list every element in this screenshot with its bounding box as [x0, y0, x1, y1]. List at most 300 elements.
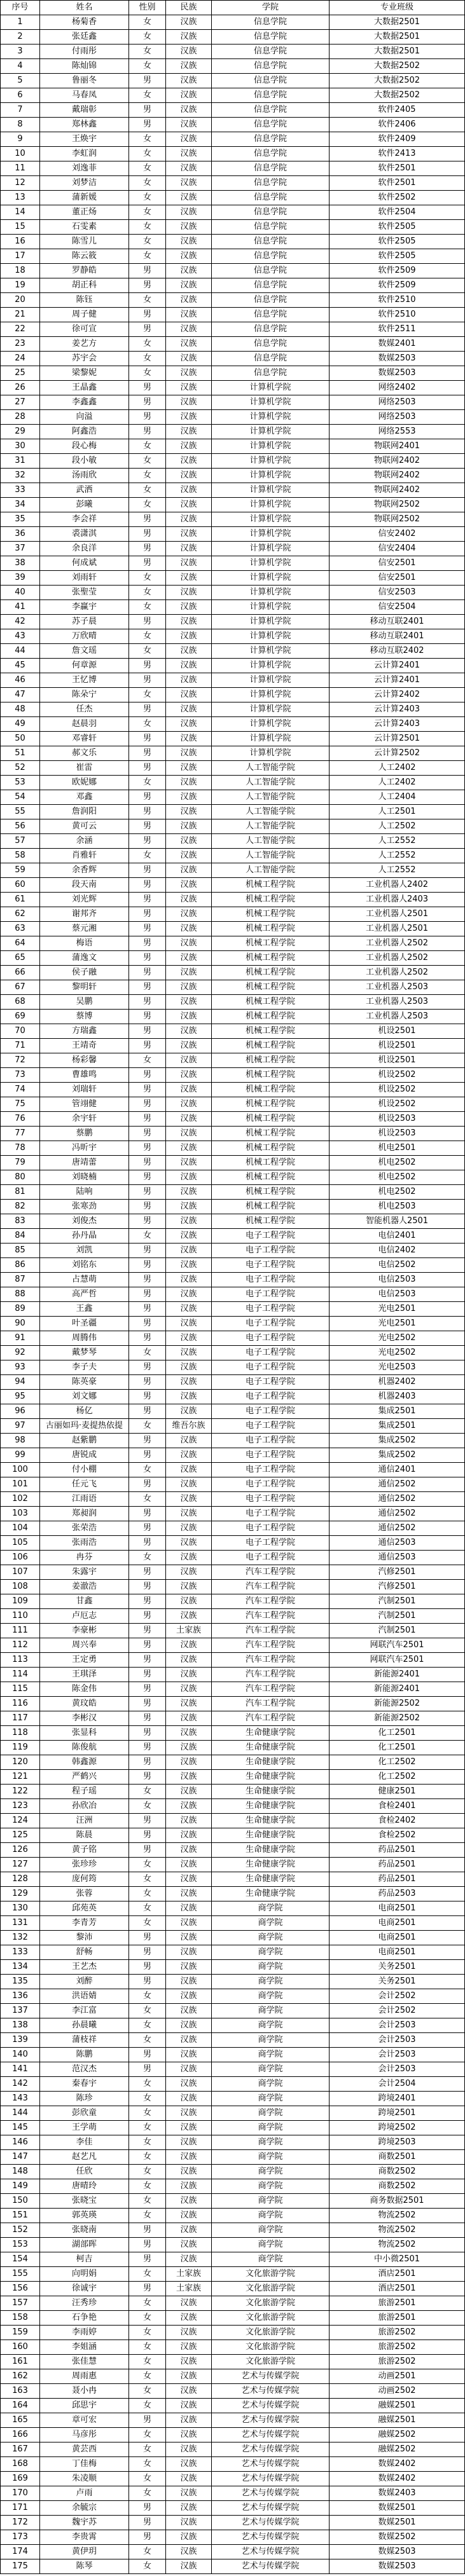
cell-serial: 29: [1, 425, 40, 439]
cell-ethnicity: 汉族: [166, 352, 212, 366]
cell-name: 汤雨欣: [40, 469, 129, 483]
cell-gender: 男: [129, 790, 166, 805]
cell-name: 陈金伟: [40, 1682, 129, 1697]
cell-name: 蔡博: [40, 1010, 129, 1024]
table-row: [1, 805, 465, 819]
cell-college: 电子工程学院: [212, 1317, 330, 1331]
cell-serial: 59: [1, 863, 40, 878]
cell-serial: 161: [1, 2355, 40, 2369]
cell-gender: 女: [129, 776, 166, 790]
cell-name: 张寒劲: [40, 1200, 129, 1214]
cell-class: 物流2502: [330, 2209, 465, 2223]
cell-ethnicity: 汉族: [166, 439, 212, 454]
cell-class: 工业机器人2502: [330, 951, 465, 966]
cell-class: 通信2401: [330, 1463, 465, 1477]
cell-serial: 142: [1, 2077, 40, 2092]
header-gender: 性别: [129, 1, 166, 15]
cell-ethnicity: 汉族: [166, 1858, 212, 1872]
cell-serial: 131: [1, 1916, 40, 1931]
cell-ethnicity: 汉族: [166, 1404, 212, 1419]
cell-class: 软件2505: [330, 235, 465, 249]
cell-name: 梁黎妮: [40, 366, 129, 381]
cell-ethnicity: 汉族: [166, 936, 212, 951]
cell-ethnicity: 汉族: [166, 2092, 212, 2106]
cell-serial: 68: [1, 995, 40, 1010]
cell-serial: 2: [1, 30, 40, 45]
cell-ethnicity: 汉族: [166, 542, 212, 556]
cell-ethnicity: 汉族: [166, 132, 212, 147]
table-row: [1, 790, 465, 805]
cell-serial: 32: [1, 469, 40, 483]
cell-college: 电子工程学院: [212, 1229, 330, 1243]
cell-ethnicity: 汉族: [166, 2399, 212, 2413]
cell-serial: 52: [1, 761, 40, 776]
cell-name: 刘俊杰: [40, 1214, 129, 1229]
cell-gender: 男: [129, 1039, 166, 1053]
cell-serial: 144: [1, 2106, 40, 2121]
cell-serial: 151: [1, 2209, 40, 2223]
cell-gender: 男: [129, 834, 166, 849]
cell-name: 李佳: [40, 2135, 129, 2150]
table-row: [1, 278, 465, 293]
cell-serial: 104: [1, 1521, 40, 1536]
table-row: [1, 1770, 465, 1785]
cell-gender: 女: [129, 2018, 166, 2033]
table-row: [1, 2530, 465, 2545]
cell-ethnicity: 汉族: [166, 220, 212, 235]
cell-ethnicity: 汉族: [166, 776, 212, 790]
cell-class: 会计2503: [330, 2033, 465, 2048]
cell-name: 任元飞: [40, 1477, 129, 1492]
cell-college: 机械工程学院: [212, 1039, 330, 1053]
cell-class: 信安2402: [330, 527, 465, 542]
table-row: [1, 1872, 465, 1887]
cell-class: 机设2501: [330, 1039, 465, 1053]
cell-gender: 女: [129, 2311, 166, 2326]
table-row: [1, 235, 465, 249]
cell-class: 商数2501: [330, 2150, 465, 2165]
cell-name: 余涵: [40, 834, 129, 849]
cell-gender: 男: [129, 1507, 166, 1521]
cell-gender: 男: [129, 1521, 166, 1536]
cell-ethnicity: 汉族: [166, 512, 212, 527]
cell-college: 商学院: [212, 1975, 330, 1989]
cell-name: 李赢宇: [40, 600, 129, 615]
cell-name: 詹文瑶: [40, 644, 129, 659]
cell-name: 鲁丽冬: [40, 74, 129, 88]
cell-college: 计算机学院: [212, 644, 330, 659]
cell-serial: 12: [1, 176, 40, 191]
cell-college: 文化旅游学院: [212, 2267, 330, 2282]
cell-gender: 女: [129, 2194, 166, 2209]
cell-class: 软件2509: [330, 278, 465, 293]
cell-gender: 男: [129, 805, 166, 819]
cell-college: 机械工程学院: [212, 878, 330, 893]
cell-college: 生命健康学院: [212, 1799, 330, 1814]
cell-name: 唐锐成: [40, 1448, 129, 1463]
cell-class: 跨境2501: [330, 2106, 465, 2121]
table-row: [1, 586, 465, 600]
cell-college: 电子工程学院: [212, 1434, 330, 1448]
cell-ethnicity: 汉族: [166, 2238, 212, 2252]
cell-serial: 163: [1, 2384, 40, 2399]
cell-serial: 174: [1, 2545, 40, 2559]
table-row: [1, 2326, 465, 2340]
cell-gender: 女: [129, 2267, 166, 2282]
cell-college: 汽车工程学院: [212, 1624, 330, 1638]
cell-ethnicity: 汉族: [166, 746, 212, 761]
cell-serial: 110: [1, 1609, 40, 1624]
cell-ethnicity: 汉族: [166, 2530, 212, 2545]
cell-ethnicity: 汉族: [166, 2311, 212, 2326]
cell-class: 酒店2501: [330, 2267, 465, 2282]
cell-ethnicity: 汉族: [166, 1989, 212, 2004]
cell-college: 计算机学院: [212, 527, 330, 542]
cell-ethnicity: 汉族: [166, 1141, 212, 1156]
cell-college: 机械工程学院: [212, 1200, 330, 1214]
cell-serial: 45: [1, 659, 40, 673]
table-row: [1, 1258, 465, 1273]
table-row: [1, 1492, 465, 1507]
cell-class: 移动互联2401: [330, 629, 465, 644]
cell-ethnicity: 汉族: [166, 30, 212, 45]
cell-serial: 41: [1, 600, 40, 615]
cell-class: 软件2406: [330, 118, 465, 132]
table-row: [1, 673, 465, 688]
cell-name: 梅语: [40, 936, 129, 951]
table-row: [1, 2355, 465, 2369]
cell-name: 苏宇会: [40, 352, 129, 366]
cell-class: 机电2503: [330, 1200, 465, 1214]
header-class: 专业班级: [330, 1, 465, 15]
cell-name: 张廷鑫: [40, 30, 129, 45]
cell-name: 刘梦洁: [40, 176, 129, 191]
cell-ethnicity: 汉族: [166, 366, 212, 381]
cell-ethnicity: 汉族: [166, 88, 212, 103]
cell-gender: 女: [129, 366, 166, 381]
table-row: [1, 1404, 465, 1419]
cell-ethnicity: 汉族: [166, 761, 212, 776]
cell-name: 刘凯: [40, 1243, 129, 1258]
cell-name: 蔡元湘: [40, 922, 129, 936]
table-row: [1, 469, 465, 483]
cell-gender: 男: [129, 746, 166, 761]
cell-ethnicity: 汉族: [166, 410, 212, 425]
cell-gender: 男: [129, 1127, 166, 1141]
cell-ethnicity: 汉族: [166, 1945, 212, 1960]
cell-gender: 男: [129, 2282, 166, 2296]
cell-serial: 57: [1, 834, 40, 849]
cell-serial: 82: [1, 1200, 40, 1214]
cell-ethnicity: 汉族: [166, 1975, 212, 1989]
cell-college: 电子工程学院: [212, 1551, 330, 1565]
table-row: [1, 2165, 465, 2179]
cell-class: 软件2502: [330, 191, 465, 205]
cell-serial: 64: [1, 936, 40, 951]
cell-class: 工业机器人2502: [330, 966, 465, 980]
cell-gender: 男: [129, 761, 166, 776]
cell-name: 占慧萌: [40, 1273, 129, 1287]
cell-ethnicity: 汉族: [166, 1931, 212, 1945]
cell-college: 商学院: [212, 1945, 330, 1960]
cell-class: 光电2501: [330, 1317, 465, 1331]
cell-college: 电子工程学院: [212, 1287, 330, 1302]
cell-gender: 男: [129, 1068, 166, 1083]
cell-college: 商学院: [212, 2033, 330, 2048]
cell-ethnicity: 汉族: [166, 2252, 212, 2267]
cell-name: 李姐涵: [40, 2340, 129, 2355]
cell-gender: 女: [129, 717, 166, 732]
cell-name: 崔雷: [40, 761, 129, 776]
cell-college: 商学院: [212, 1901, 330, 1916]
cell-college: 计算机学院: [212, 615, 330, 629]
table-row: [1, 2296, 465, 2311]
table-row: [1, 2486, 465, 2501]
cell-name: 陈朵宁: [40, 688, 129, 702]
cell-name: 向溢: [40, 410, 129, 425]
table-row: [1, 878, 465, 893]
cell-name: 徐可宣: [40, 322, 129, 337]
cell-name: 孙晨曦: [40, 2018, 129, 2033]
cell-gender: 男: [129, 2252, 166, 2267]
table-row: [1, 615, 465, 629]
cell-college: 机械工程学院: [212, 907, 330, 922]
cell-ethnicity: 汉族: [166, 1916, 212, 1931]
cell-college: 汽车工程学院: [212, 1609, 330, 1624]
cell-college: 艺术与传媒学院: [212, 2501, 330, 2516]
cell-name: 黎沛: [40, 1931, 129, 1945]
cell-college: 汽车工程学院: [212, 1711, 330, 1726]
table-row: [1, 1390, 465, 1404]
table-row: [1, 2545, 465, 2559]
cell-serial: 160: [1, 2340, 40, 2355]
cell-college: 信息学院: [212, 30, 330, 45]
table-row: [1, 2062, 465, 2077]
cell-gender: 女: [129, 2077, 166, 2092]
table-row: [1, 1901, 465, 1916]
cell-college: 机械工程学院: [212, 1097, 330, 1112]
cell-ethnicity: 汉族: [166, 556, 212, 571]
table-row: [1, 1741, 465, 1755]
cell-ethnicity: 汉族: [166, 1010, 212, 1024]
cell-class: 机设2503: [330, 1127, 465, 1141]
cell-name: 陈英豪: [40, 1375, 129, 1390]
cell-ethnicity: 汉族: [166, 1477, 212, 1492]
table-row: [1, 527, 465, 542]
cell-ethnicity: 汉族: [166, 2179, 212, 2194]
cell-college: 艺术与传媒学院: [212, 2516, 330, 2530]
cell-ethnicity: 汉族: [166, 1755, 212, 1770]
cell-name: 彭欣童: [40, 2106, 129, 2121]
cell-name: 李青芳: [40, 1916, 129, 1931]
cell-ethnicity: 汉族: [166, 74, 212, 88]
cell-serial: 22: [1, 322, 40, 337]
cell-gender: 女: [129, 2384, 166, 2399]
cell-gender: 女: [129, 220, 166, 235]
cell-ethnicity: 汉族: [166, 235, 212, 249]
cell-serial: 95: [1, 1390, 40, 1404]
cell-class: 数媒2503: [330, 352, 465, 366]
cell-class: 网络2553: [330, 425, 465, 439]
cell-college: 文化旅游学院: [212, 2282, 330, 2296]
cell-serial: 156: [1, 2282, 40, 2296]
cell-college: 电子工程学院: [212, 1404, 330, 1419]
cell-college: 信息学院: [212, 278, 330, 293]
cell-serial: 78: [1, 1141, 40, 1156]
table-row: [1, 717, 465, 732]
table-row: [1, 1039, 465, 1053]
cell-gender: 女: [129, 2428, 166, 2442]
cell-ethnicity: 汉族: [166, 2486, 212, 2501]
cell-class: 软件2413: [330, 147, 465, 161]
cell-gender: 男: [129, 907, 166, 922]
cell-ethnicity: 汉族: [166, 1609, 212, 1624]
cell-ethnicity: 汉族: [166, 308, 212, 322]
table-row: [1, 454, 465, 469]
cell-name: 罗静皓: [40, 264, 129, 278]
cell-name: 裘潇淇: [40, 527, 129, 542]
table-row: [1, 322, 465, 337]
cell-gender: 男: [129, 542, 166, 556]
cell-serial: 127: [1, 1858, 40, 1872]
cell-ethnicity: 汉族: [166, 161, 212, 176]
cell-gender: 男: [129, 980, 166, 995]
cell-name: 姜澈浩: [40, 1580, 129, 1594]
cell-college: 信息学院: [212, 59, 330, 74]
cell-college: 商学院: [212, 1931, 330, 1945]
table-row: [1, 74, 465, 88]
cell-gender: 男: [129, 1302, 166, 1317]
cell-college: 信息学院: [212, 147, 330, 161]
table-row: [1, 59, 465, 74]
cell-name: 陈钰: [40, 293, 129, 308]
cell-class: 机电2501: [330, 1141, 465, 1156]
cell-serial: 114: [1, 1668, 40, 1682]
table-row: [1, 439, 465, 454]
cell-class: 新能源2401: [330, 1668, 465, 1682]
cell-name: 王焕宇: [40, 132, 129, 147]
cell-gender: 男: [129, 1156, 166, 1170]
cell-name: 郑林鑫: [40, 118, 129, 132]
table-row: [1, 2194, 465, 2209]
cell-college: 电子工程学院: [212, 1463, 330, 1477]
cell-class: 网络2503: [330, 395, 465, 410]
cell-ethnicity: 汉族: [166, 425, 212, 439]
cell-name: 卢雨: [40, 2486, 129, 2501]
cell-class: 食检2401: [330, 1799, 465, 1814]
cell-name: 蒲逸文: [40, 951, 129, 966]
cell-ethnicity: 汉族: [166, 1697, 212, 1711]
cell-gender: 男: [129, 1141, 166, 1156]
cell-class: 药品2501: [330, 1872, 465, 1887]
cell-gender: 女: [129, 849, 166, 863]
cell-ethnicity: 汉族: [166, 1068, 212, 1083]
cell-gender: 女: [129, 571, 166, 586]
cell-class: 跨境2502: [330, 2121, 465, 2135]
cell-serial: 119: [1, 1741, 40, 1755]
cell-serial: 123: [1, 1799, 40, 1814]
cell-college: 生命健康学院: [212, 1872, 330, 1887]
cell-ethnicity: 汉族: [166, 1273, 212, 1287]
cell-serial: 101: [1, 1477, 40, 1492]
cell-class: 人工2502: [330, 819, 465, 834]
cell-serial: 108: [1, 1580, 40, 1594]
cell-gender: 男: [129, 118, 166, 132]
cell-class: 会计2503: [330, 2048, 465, 2062]
cell-name: 向明娟: [40, 2267, 129, 2282]
cell-college: 计算机学院: [212, 381, 330, 395]
cell-class: 移动互联2401: [330, 615, 465, 629]
cell-class: 化工2502: [330, 1770, 465, 1785]
cell-ethnicity: 汉族: [166, 1185, 212, 1200]
cell-college: 电子工程学院: [212, 1507, 330, 1521]
cell-name: 姜艺方: [40, 337, 129, 352]
cell-gender: 女: [129, 1463, 166, 1477]
cell-serial: 28: [1, 410, 40, 425]
cell-gender: 男: [129, 1097, 166, 1112]
cell-gender: 男: [129, 1200, 166, 1214]
cell-gender: 女: [129, 2296, 166, 2311]
cell-gender: 女: [129, 1858, 166, 1872]
cell-class: 通信2502: [330, 1492, 465, 1507]
cell-college: 计算机学院: [212, 629, 330, 644]
cell-ethnicity: 汉族: [166, 2501, 212, 2516]
cell-ethnicity: 汉族: [166, 45, 212, 59]
cell-class: 数媒2503: [330, 2559, 465, 2574]
cell-gender: 女: [129, 2457, 166, 2472]
cell-name: 邱思宇: [40, 2399, 129, 2413]
table-row: [1, 2121, 465, 2135]
cell-class: 机器2403: [330, 1390, 465, 1404]
cell-college: 商学院: [212, 2062, 330, 2077]
cell-gender: 女: [129, 1419, 166, 1434]
cell-name: 管翊健: [40, 1097, 129, 1112]
table-row: [1, 995, 465, 1010]
table-row: [1, 1419, 465, 1434]
cell-class: 汽制2501: [330, 1609, 465, 1624]
cell-name: 孙丹晶: [40, 1229, 129, 1243]
cell-serial: 67: [1, 980, 40, 995]
cell-serial: 72: [1, 1053, 40, 1068]
cell-college: 信息学院: [212, 132, 330, 147]
cell-serial: 89: [1, 1302, 40, 1317]
cell-gender: 女: [129, 1492, 166, 1507]
table-row: [1, 1434, 465, 1448]
cell-college: 机械工程学院: [212, 1156, 330, 1170]
cell-class: 机电2502: [330, 1185, 465, 1200]
cell-ethnicity: 汉族: [166, 878, 212, 893]
cell-name: 余毓宗: [40, 2501, 129, 2516]
cell-gender: 男: [129, 308, 166, 322]
cell-serial: 165: [1, 2413, 40, 2428]
cell-serial: 172: [1, 2516, 40, 2530]
cell-serial: 152: [1, 2223, 40, 2238]
cell-name: 李贵霄: [40, 2530, 129, 2545]
cell-class: 跨境2503: [330, 2135, 465, 2150]
cell-class: 数媒2402: [330, 2457, 465, 2472]
cell-class: 汽制2501: [330, 1624, 465, 1638]
cell-college: 信息学院: [212, 352, 330, 366]
cell-class: 通信2502: [330, 1477, 465, 1492]
table-row: [1, 1960, 465, 1975]
cell-serial: 56: [1, 819, 40, 834]
table-row: [1, 2442, 465, 2457]
cell-serial: 141: [1, 2062, 40, 2077]
table-row: [1, 2472, 465, 2486]
cell-ethnicity: 汉族: [166, 834, 212, 849]
cell-ethnicity: 汉族: [166, 600, 212, 615]
cell-serial: 106: [1, 1551, 40, 1565]
